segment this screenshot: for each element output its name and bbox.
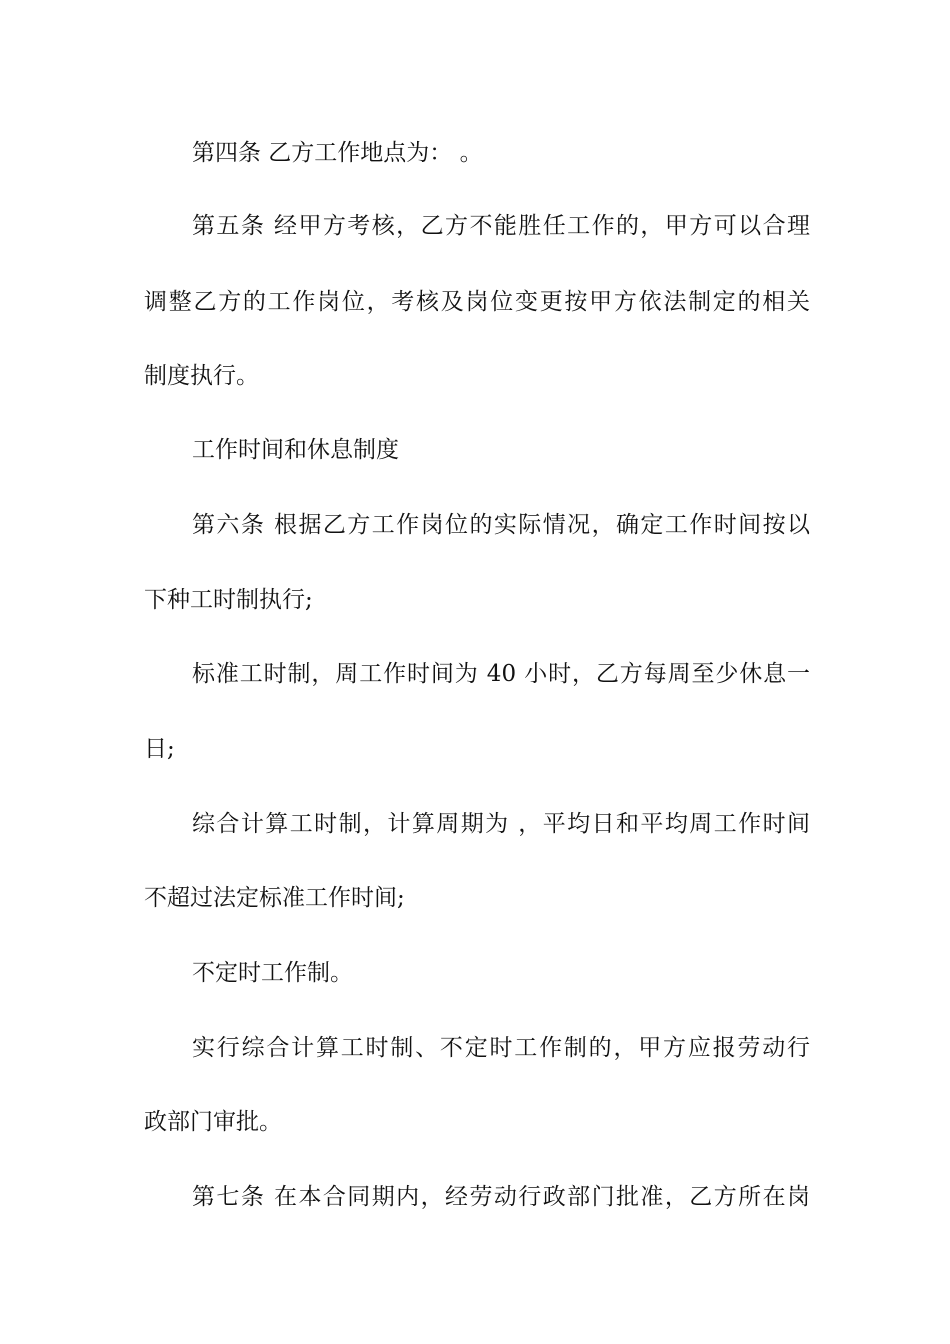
approval-line-1: 实行综合计算工时制、不定时工作制的，甲方应报劳动行 <box>192 1035 810 1061</box>
article-5-line-3: 制度执行。 <box>144 363 259 389</box>
section-heading-working-hours: 工作时间和休息制度 <box>192 437 399 463</box>
article-7-line-1: 第七条 在本合同期内，经劳动行政部门批准，乙方所在岗 <box>192 1184 810 1210</box>
article-5-line-2: 调整乙方的工作岗位，考核及岗位变更按甲方依法制定的相关 <box>144 289 810 315</box>
standard-hours-line-1: 标准工时制，周工作时间为 40 小时，乙方每周至少休息一 <box>192 661 810 687</box>
article-6-line-1: 第六条 根据乙方工作岗位的实际情况，确定工作时间按以 <box>192 512 810 538</box>
comprehensive-hours-line-2: 不超过法定标准工作时间; <box>144 885 405 911</box>
standard-hours-line-2: 日; <box>144 736 175 762</box>
flexible-hours-line: 不定时工作制。 <box>192 960 353 986</box>
article-6-line-2: 下种工时制执行; <box>144 587 313 613</box>
article-5-line-1: 第五条 经甲方考核，乙方不能胜任工作的，甲方可以合理 <box>192 213 810 239</box>
approval-line-2: 政部门审批。 <box>144 1109 282 1135</box>
article-4-line: 第四条 乙方工作地点为： 。 <box>192 140 483 166</box>
comprehensive-hours-line-1: 综合计算工时制，计算周期为 ，平均日和平均周工作时间 <box>192 811 810 837</box>
